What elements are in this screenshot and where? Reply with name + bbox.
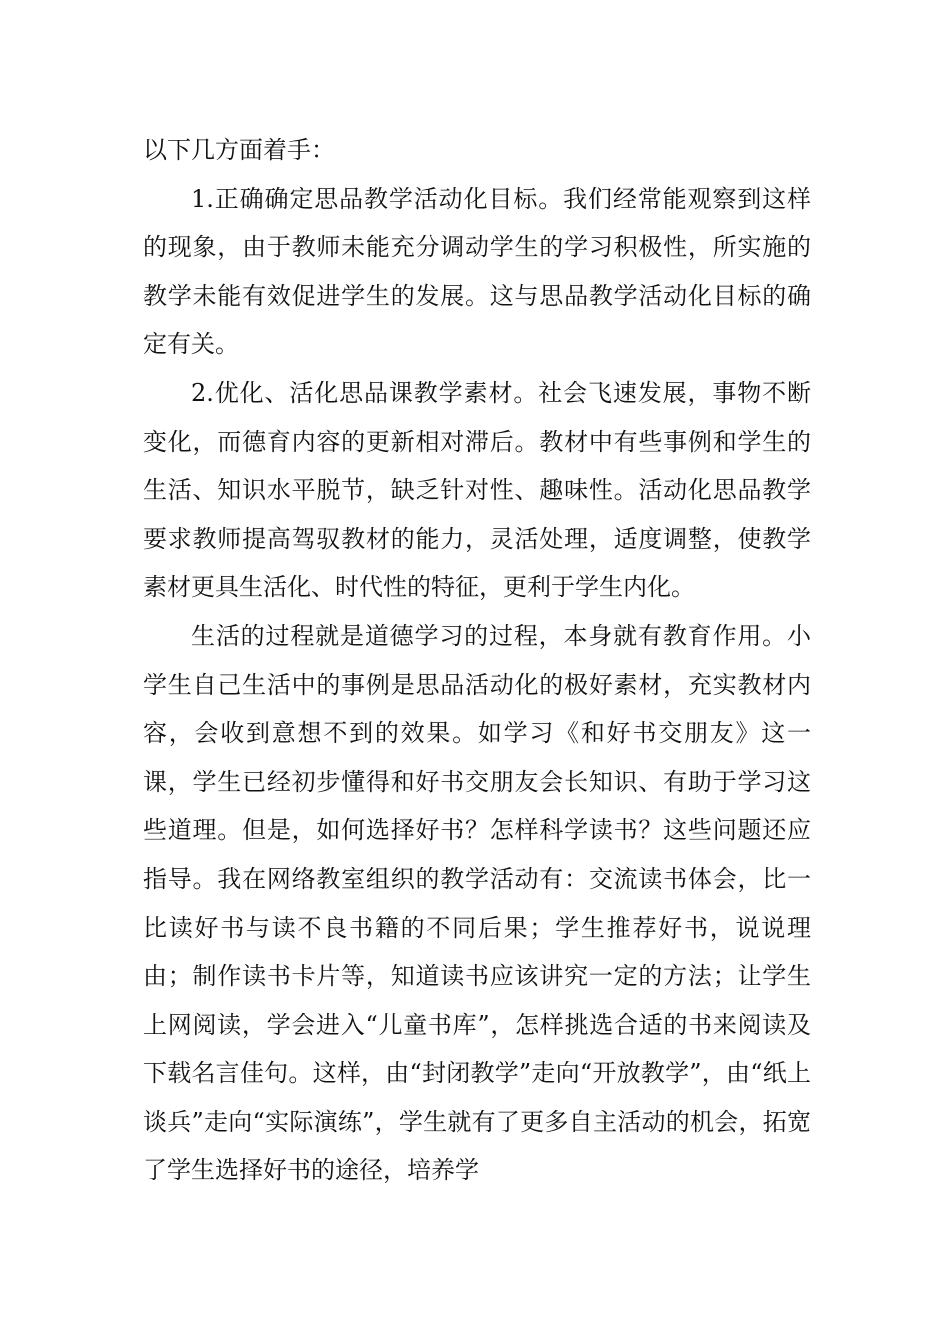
paragraph-continuation: 以下几方面着手： [143,136,335,164]
paragraph-point-2: 2.优化、活化思品课教学素材。社会飞速发展，事物不断变化，而德育内容的更新相对滞后。教材中有些事例和学生的生活、知识水平脱节，缺乏针对性、趣味性。活动化思品教学要求教师提高驾驭教材的能力，灵活处理，适度调整，使教学素材更具生活化、时代性的特征，更利于学生内化。 [143,378,811,602]
paragraph-example: 生活的过程就是道德学习的过程，本身就有教育作用。小学生自己生活中的事例是思品活动化的极好素材，充实教材内容，会收到意想不到的效果。如学习《和好书交朋友》这一课，学生已经初步懂得和好书交朋友会长知识、有助于学习这些道理。但是，如何选择好书？怎样科学读书？这些问题还应指导。我在网络教室组织的教学活动有：交流读书体会，比一比读好书与读不良书籍的不同后果；学生推荐好书，说说理由；制作读书卡片等，知道读书应该讲究一定的方法；让学生上网阅读，学会进入“儿童书库”，怎样挑选合适的书来阅读及下载名言佳句。这样，由“封闭教学”走向“开放教学”，由“纸上谈兵”走向“实际演练”，学生就有了更多自主活动的机会，拓宽了学生选择好书的途径，培养学 [143,621,811,1185]
document-body [143,126,811,1195]
paragraph-point-1: 1.正确确定思品教学活动化目标。我们经常能观察到这样的现象，由于教师未能充分调动学生的学习积极性，所实施的教学未能有效促进学生的发展。这与思品教学活动化目标的确定有关。 [143,184,811,359]
